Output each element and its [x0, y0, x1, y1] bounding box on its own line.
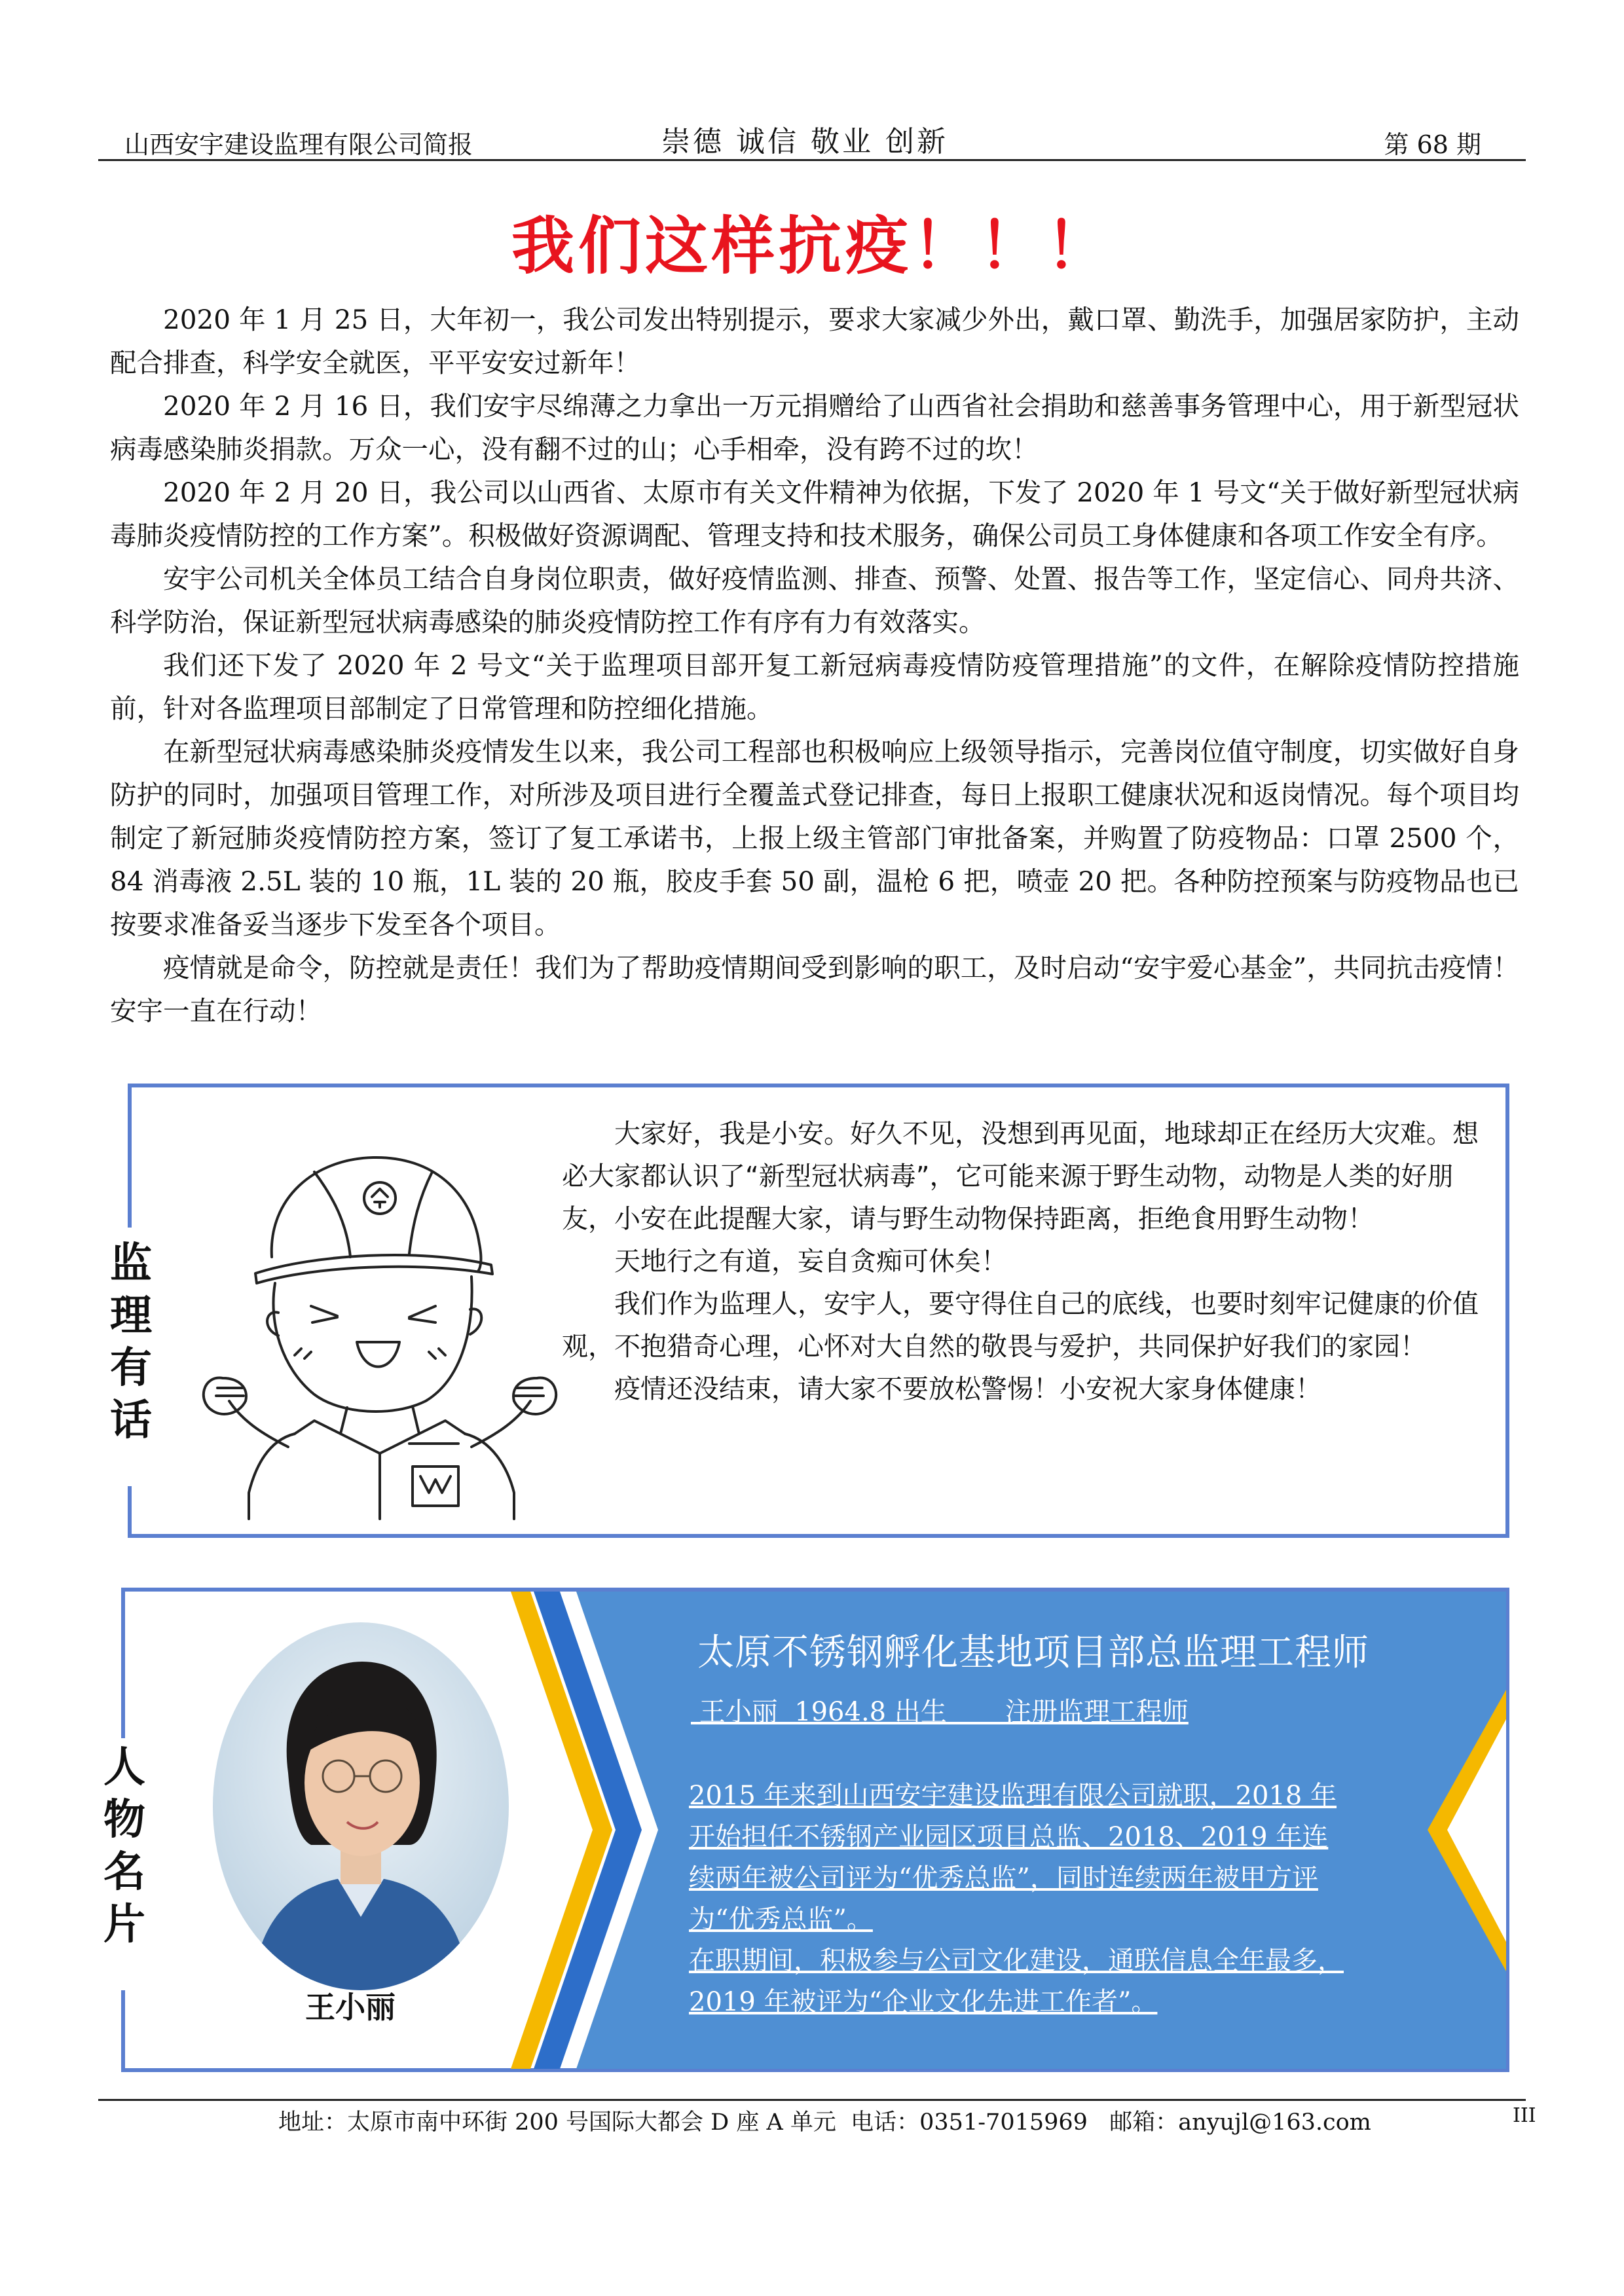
- page-number: III: [1513, 2104, 1536, 2127]
- label-char: 监: [110, 1239, 152, 1288]
- talk-paragraph: 疫情还没结束，请大家不要放松警惕！小安祝大家身体健康！: [614, 1374, 1321, 1404]
- header-divider: [98, 159, 1526, 161]
- frame-edge: [128, 1486, 132, 1538]
- label-char: 片: [103, 1901, 145, 1949]
- frame-edge: [128, 1084, 132, 1228]
- article-paragraph: 2020 年 2 月 20 日，我公司以山西省、太原市有关文件精神为依据，下发了 2020 年 1 号文“关于做好新型冠状病毒肺炎疫情防控的工作方案”。积极做好资源调配、管理支持和技术服务，确保公司员工身体健康和各项工作安全有序。: [110, 477, 1519, 551]
- supervision-talk-label: [105, 1237, 157, 1447]
- frame-edge: [121, 1588, 125, 1738]
- label-char: 话: [110, 1396, 152, 1445]
- footer-contact: 地址：太原市南中环街 200 号国际大都会 D 座 A 单元 电话：0351-7015969 邮箱：anyujl@163.com: [278, 2109, 1371, 2136]
- footer-divider: [98, 2099, 1526, 2101]
- article-paragraph: 2020 年 1 月 25 日，大年初一，我公司发出特别提示，要求大家减少外出，戴口罩、勤洗手，加强居家防护，主动配合排查，科学安全就医，平平安安过新年！: [110, 304, 1519, 378]
- label-char: 人: [103, 1743, 145, 1792]
- header-motto: 崇德 诚信 敬业 创新: [661, 125, 948, 158]
- header-issue-number: 第 68 期: [1384, 130, 1481, 159]
- article-paragraph: 2020 年 2 月 16 日，我们安宇尽绵薄之力拿出一万元捐赠给了山西省社会捐助和慈善事务管理中心，用于新型冠状病毒感染肺炎捐款。万众一心，没有翻不过的山；心手相牵，没有跨不过的坎！: [110, 390, 1519, 465]
- supervision-talk-text: [562, 1113, 1479, 1411]
- profile-subtitle: 王小丽 1964.8 出生 注册监理工程师: [691, 1697, 1189, 1727]
- portrait-caption: 王小丽: [305, 1990, 396, 2025]
- article-paragraph: 在新型冠状病毒感染肺炎疫情发生以来，我公司工程部也积极响应上级领导指示，完善岗位值守制度，切实做好自身防护的同时，加强项目管理工作，对所涉及项目进行全覆盖式登记排查，每日上报职工健康状况和返岗情况。每个项目均制定了新冠肺炎疫情防控方案，签订了复工承诺书，上报上级主管部门审批备案，并购置了防疫物品：口罩 2500 个，84 消毒液 2.5L 装的 10 瓶，1L 装的 20 瓶，胶皮手套 50 副，温枪 6 把，喷壶 20 把。各种防控预案与防疫物品也已按要求准备妥当逐步下发至各个项目。: [110, 736, 1519, 940]
- article-paragraph: 安宇公司机关全体员工结合自身岗位职责，做好疫情监测、排查、预警、处置、报告等工作，坚定信心、同舟共济、科学防治，保证新型冠状病毒感染的肺炎疫情防控工作有序有力有效落实。: [110, 563, 1519, 638]
- article-title: 我们这样抗疫！！！: [511, 210, 1113, 283]
- profile-title: 太原不锈钢孵化基地项目部总监理工程师: [697, 1631, 1369, 1674]
- label-char: 物: [103, 1796, 145, 1844]
- profile-bio: [689, 1776, 1344, 2023]
- frame-edge: [121, 1990, 125, 2072]
- profile-card-label: [98, 1741, 151, 1951]
- talk-paragraph: 我们作为监理人，安宇人，要守得住自己的底线，也要时刻牢记健康的价值观，不抱猎奇心理，心怀对大自然的敬畏与爱护，共同保护好我们的家园！: [562, 1289, 1479, 1362]
- article-paragraph: 疫情就是命令，防控就是责任！我们为了帮助疫情期间受到影响的职工，及时启动“安宇爱心基金”，共同抗击疫情！安宇一直在行动！: [110, 952, 1519, 1027]
- talk-paragraph: 大家好，我是小安。好久不见，没想到再见面，地球却正在经历大灾难。想必大家都认识了“新型冠状病毒”，它可能来源于野生动物，动物是人类的好朋友，小安在此提醒大家，请与野生动物保持距离，拒绝食用野生动物！: [562, 1119, 1479, 1234]
- label-char: 有: [110, 1344, 152, 1393]
- label-char: 理: [110, 1292, 152, 1340]
- bio-paragraph: 在职期间，积极参与公司文化建设，通联信息全年最多，2019 年被评为“企业文化先进工作者”。: [689, 1946, 1344, 2017]
- article-body: [110, 298, 1519, 1032]
- talk-paragraph: 天地行之有道，妄自贪痴可休矣！: [614, 1247, 1007, 1277]
- header-org-name: 山西安宇建设监理有限公司简报: [124, 130, 473, 159]
- mascot-illustration: [183, 1126, 576, 1525]
- label-char: 名: [103, 1848, 145, 1897]
- article-paragraph: 我们还下发了 2020 年 2 号文“关于监理项目部开复工新冠病毒疫情防疫管理措施”的文件，在解除疫情防控措施前，针对各监理项目部制定了日常管理和防控细化措施。: [110, 649, 1519, 724]
- portrait-photo: [213, 1622, 509, 1990]
- bio-paragraph: 2015 年来到山西安宇建设监理有限公司就职，2018 年开始担任不锈钢产业园区项目总监、2018、2019 年连续两年被公司评为“优秀总监”，同时连续两年被甲方评为“优秀总监”。: [689, 1781, 1337, 1935]
